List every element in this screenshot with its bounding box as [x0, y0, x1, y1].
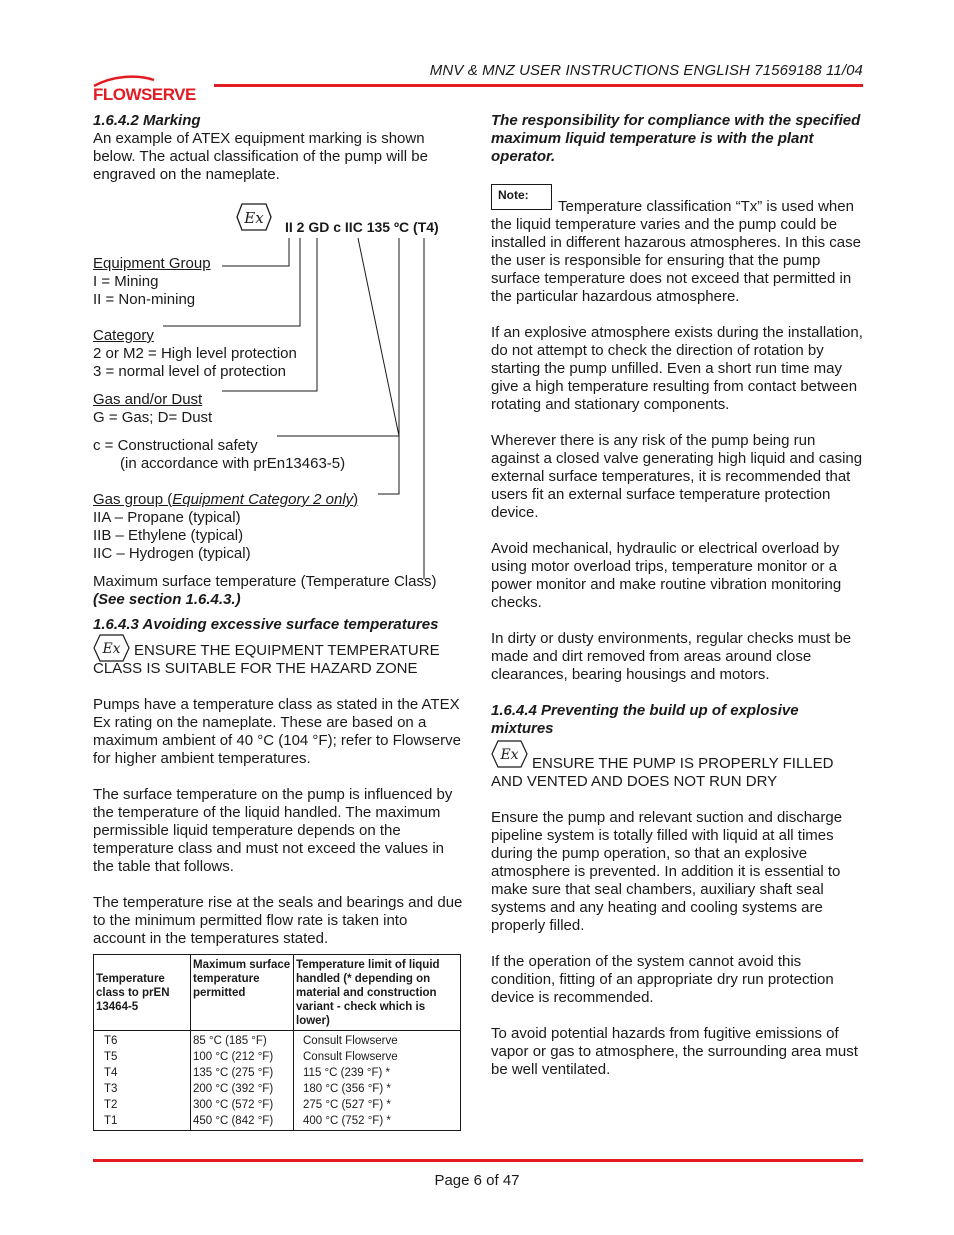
max-surface-temperature: Maximum surface temperature (Temperature Class): [93, 573, 437, 590]
right-para-5: Ensure the pump and relevant suction and discharge pipeline system is totally filled with liquid at all times during the pump operation, so that an explosive atmosphere is prevented. In addition it is essential to make sure that seal chambers, auxiliary shaft seal systems and any heating and cooling systems are properly filled.: [491, 809, 843, 934]
marking-code: II 2 GD c IIC 135 ºC (T4): [285, 219, 439, 235]
constructional-safety: c = Constructional safety: [93, 437, 258, 454]
marking-intro: An example of ATEX equipment marking is shown below. The actual classification of the pump will be engraved on the nameplate.: [93, 130, 428, 183]
avoid-section: [93, 616, 463, 948]
avoid-warning: ENSURE THE EQUIPMENT TEMPERATURE CLASS IS SUITABLE FOR THE HAZARD ZONE: [93, 642, 440, 677]
temperature-table: [93, 954, 461, 1131]
gas-dust-values: G = Gas; D= Dust: [93, 409, 213, 426]
table-header-row: [94, 955, 461, 1031]
prevent-warning: ENSURE THE PUMP IS PROPERLY FILLED AND VENTED AND DOES NOT RUN DRY: [491, 755, 834, 790]
table-row: T1 450 °C (842 °F) 400 °C (752 °F) *: [94, 1113, 461, 1131]
equipment-group-title: Equipment Group: [93, 255, 211, 272]
table-row: T2 300 °C (572 °F) 275 °C (527 °F) *: [94, 1097, 461, 1113]
category-high: 2 or M2 = High level protection: [93, 345, 297, 362]
equipment-group-mining: I = Mining: [93, 273, 159, 290]
avoid-heading: 1.6.4.3 Avoiding excessive surface temperatures: [93, 616, 439, 633]
category-title: Category: [93, 327, 154, 344]
table-row: T5 100 °C (212 °F) Consult Flowserve: [94, 1049, 461, 1065]
note-block: [491, 188, 863, 306]
equipment-group-non-mining: II = Non-mining: [93, 291, 196, 308]
constructional-safety-ref: (in accordance with prEn13463-5): [120, 455, 346, 472]
note-label: Note:: [491, 184, 552, 210]
table-row: T4 135 °C (275 °F) 115 °C (239 °F) *: [94, 1065, 461, 1081]
table-header-liquid-limit: Temperature limit of liquid handled (* depending on material and construction variant - check which is lower): [294, 955, 461, 1031]
marking-heading: 1.6.4.2 Marking: [93, 112, 201, 129]
gas-dust-title: Gas and/or Dust: [93, 391, 203, 408]
gas-group-iia: IIA – Propane (typical): [93, 509, 241, 526]
gas-group-iib: IIB – Ethylene (typical): [93, 527, 244, 544]
table-row: T6 85 °C (185 °F) Consult Flowserve: [94, 1031, 461, 1050]
responsibility-statement: The responsibility for compliance with the specified maximum liquid temperature is with the plant operator.: [491, 112, 861, 165]
avoid-para-1: Pumps have a temperature class as stated in the ATEX Ex rating on the nameplate. These are based on a maximum ambient of 40 °C (104 °F); refer to Flowserve for higher ambient temperatures.: [93, 696, 461, 767]
right-para-3: Avoid mechanical, hydraulic or electrical overload by using motor overload trips, temperature monitor or a power monitor and make routine vibration monitoring checks.: [491, 540, 842, 611]
avoid-para-3: The temperature rise at the seals and bearings and due to the minimum permitted flow rate is taken into account in the temperatures stated.: [93, 894, 463, 947]
right-column: [491, 112, 863, 1079]
svg-text:Ex: Ex: [102, 641, 121, 657]
gas-group-title: Gas group (Equipment Category 2 only): [93, 491, 359, 508]
table-row: T3 200 °C (392 °F) 180 °C (356 °F) *: [94, 1081, 461, 1097]
ex-warning-icon: [491, 740, 528, 768]
table-header-class: Temperature class to prEN 13464-5: [94, 955, 191, 1031]
gas-group-iic: IIC – Hydrogen (typical): [93, 545, 251, 562]
table-header-max-surface: Maximum surface temperature permitted: [191, 955, 294, 1031]
avoid-para-2: The surface temperature on the pump is influenced by the temperature of the liquid handled. The maximum permissible liquid temperature depends on the temperature class and must not exceed the values in the table that follows.: [93, 786, 453, 875]
right-para-2: Wherever there is any risk of the pump being run against a closed valve generating high liquid and casing external surface temperatures, it is recommended that users fit an external surface temperature protection device.: [491, 432, 863, 521]
ex-warning-icon: [93, 634, 130, 662]
marking-legend: [93, 255, 453, 609]
category-normal: 3 = normal level of protection: [93, 363, 287, 380]
svg-text:Ex: Ex: [500, 747, 519, 763]
right-para-7: To avoid potential hazards from fugitive emissions of vapor or gas to atmosphere, the surrounding area must be well ventilated.: [491, 1025, 858, 1078]
svg-text:Ex: Ex: [244, 209, 264, 227]
footer-rule: [93, 1159, 863, 1162]
right-para-6: If the operation of the system cannot avoid this condition, fitting of an appropriate dry run protection device is recommended.: [491, 953, 834, 1006]
page-number: Page 6 of 47: [434, 1172, 520, 1189]
right-para-4: In dirty or dusty environments, regular checks must be made and dirt removed from areas around close clearances, bearing housings and motors.: [491, 630, 852, 683]
note-text: Temperature classification “Tx” is used when the liquid temperature varies and the pump could be installed in different hazarous atmospheres. In this case the user is responsible for ensuring that the pump surface temperature does not exceed that permitted in the particular hazardous atmosphere.: [491, 198, 861, 305]
document-header-title: MNV & MNZ USER INSTRUCTIONS ENGLISH 71569188 11/04: [429, 62, 863, 79]
right-para-1: If an explosive atmosphere exists during the installation, do not attempt to check the direction of rotation by starting the pump unfilled. Even a short run time may give a high temperature resulting from contact between rotating and stationary components.: [491, 324, 863, 413]
see-section-link: (See section 1.6.4.3.): [93, 591, 241, 608]
prevent-heading: 1.6.4.4 Preventing the build up of explosive mixtures: [491, 702, 799, 737]
logo-text: FLOWSERVE: [93, 85, 196, 104]
